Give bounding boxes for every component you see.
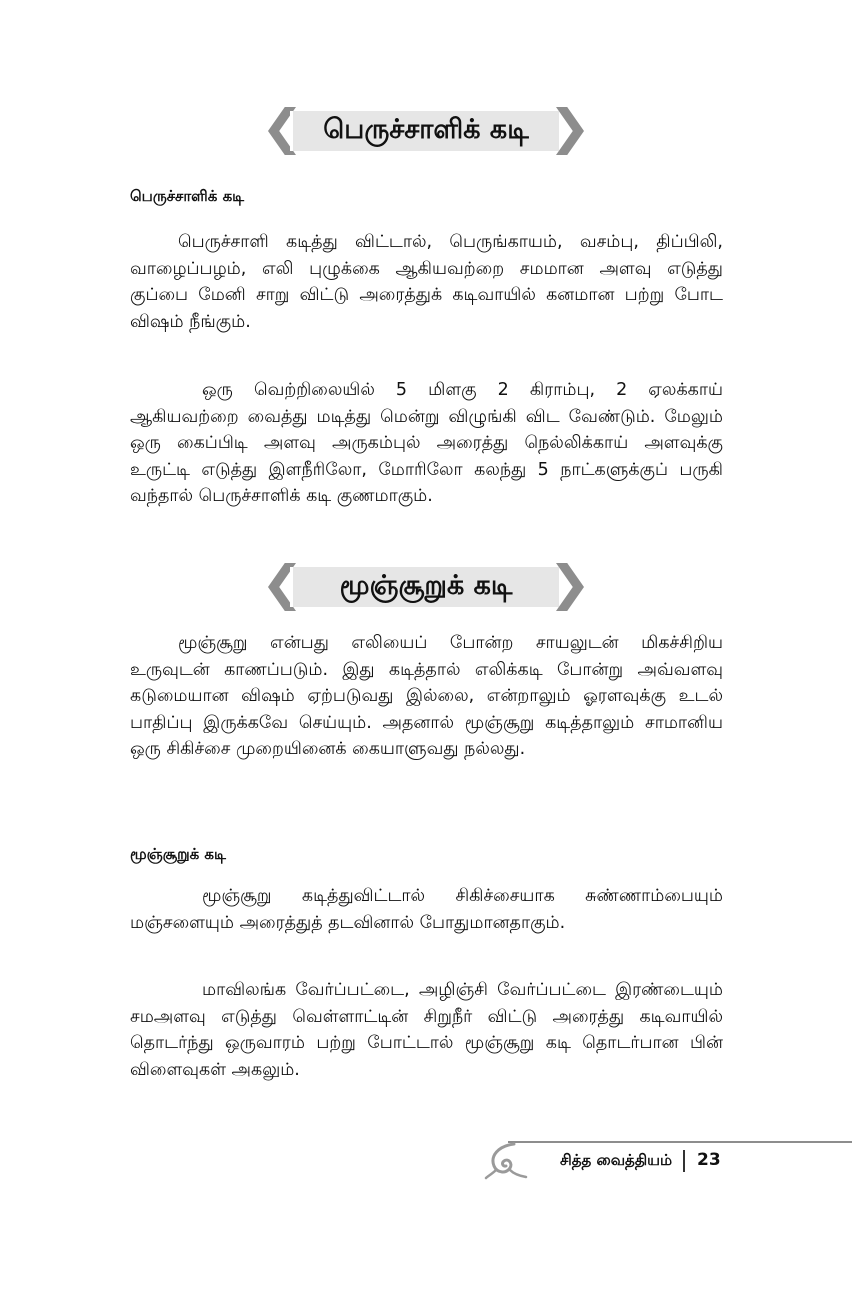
subheading: பெருச்சாளிக் கடி xyxy=(130,187,245,205)
paragraph: மூஞ்சூறு கடித்துவிட்டால் சிகிச்சையாக சுண்ணாம்பையும் மஞ்சளையும் அரைத்துத் தடவினால் போதுமானதாகும். xyxy=(130,886,723,933)
footer-rule xyxy=(508,1141,852,1143)
book-title: சித்த வைத்தியம் xyxy=(560,1151,673,1169)
banner-title: பெருச்சாளிக் கடி xyxy=(323,113,529,145)
banner-title: மூஞ்சூறுக் கடி xyxy=(339,569,513,601)
footer-divider xyxy=(683,1150,685,1172)
paragraph: மூஞ்சூறு என்பது எலியைப் போன்ற சாயலுடன் மிகச்சிறிய உருவுடன் காணப்படும். இது கடித்தால் எலிக்கடி போன்று அவ்வளவு கடுமையான விஷம் ஏற்படுவது இல்லை, என்றாலும் ஓரளவுக்கு உடல் பாதிப்பு இருக்கவே செய்யும். அதனால் மூஞ்சூறு கடித்தாலும் சாமானிய ஒரு சிகிச்சை முறையினைக் கையாளுவது நல்லது. xyxy=(130,633,723,759)
paragraph: ஒரு வெற்றிலையில் 5 மிளகு 2 கிராம்பு, 2 ஏலக்காய் ஆகியவற்றை வைத்து மடித்து மென்று விழுங்கி விட வேண்டும். மேலும் ஒரு கைப்பிடி அளவு அருகம்புல் அரைத்து நெல்லிக்காய் அளவுக்கு உருட்டி எடுத்து இளநீரிலோ, மோரிலோ கலந்து 5 நாட்களுக்குப் பருகி வந்தால் பெருச்சாளிக் கடி குணமாகும். xyxy=(130,380,723,506)
section-banner-perucchali xyxy=(268,107,584,155)
page-number: 23 xyxy=(697,1150,721,1170)
ornament-swirl-icon xyxy=(484,1140,530,1180)
paragraph: மாவிலங்க வேர்ப்பட்டை, அழிஞ்சி வேர்ப்பட்டை இரண்டையும் சமஅளவு எடுத்து வெள்ளாட்டின் சிறுநீர் விட்டு அரைத்து கடிவாயில் தொடர்ந்து ஒருவாரம் பற்று போட்டால் மூஞ்சூறு கடி தொடர்பான பின் விளைவுகள் அகலும். xyxy=(130,980,723,1080)
subheading: மூஞ்சூறுக் கடி xyxy=(130,845,226,863)
section-banner-moonjooru xyxy=(268,563,584,611)
paragraph: பெருச்சாளி கடித்து விட்டால், பெருங்காயம், வசம்பு, திப்பிலி, வாழைப்பழம், எலி புழுக்கை ஆகியவற்றை சமமான அளவு எடுத்து குப்பை மேனி சாறு விட்டு அரைத்துக் கடிவாயில் கனமான பற்று போட விஷம் நீங்கும். xyxy=(130,232,723,332)
